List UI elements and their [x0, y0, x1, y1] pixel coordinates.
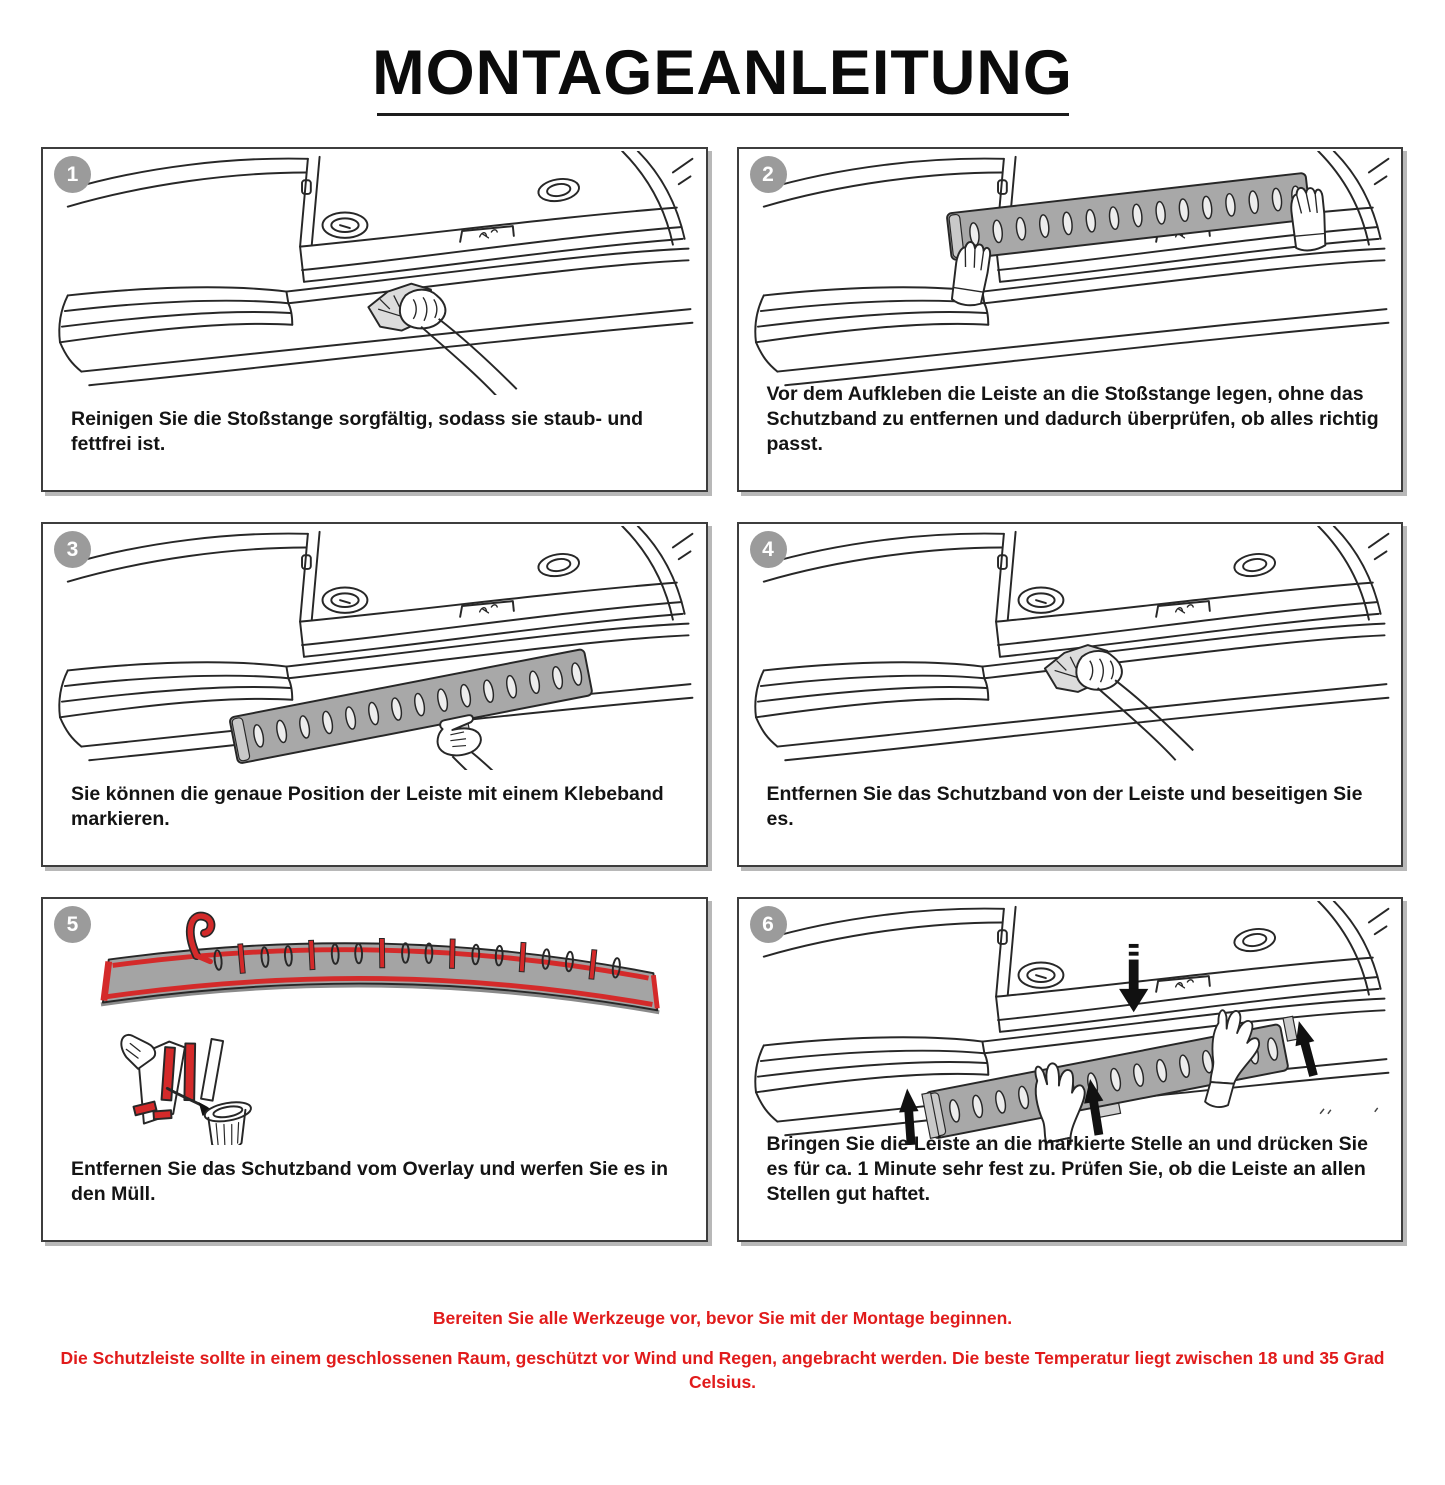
- step5-illustration: [47, 901, 702, 1145]
- step-panel-6: [737, 897, 1404, 1242]
- step-number: 3: [66, 537, 79, 561]
- step-caption: Sie können die genaue Position der Leiste mit einem Klebeband markieren.: [71, 782, 664, 831]
- step3-figure: [47, 526, 702, 770]
- step4-figure: [743, 526, 1398, 770]
- page-title: MONTAGEANLEITUNG: [372, 38, 1073, 108]
- step-panel-1: [41, 147, 708, 492]
- step-panel-5: [41, 897, 708, 1242]
- step-panel-3: [41, 522, 708, 867]
- step5-figure: [47, 901, 702, 1145]
- step-number: 2: [762, 162, 774, 186]
- step4-illustration: [743, 526, 1398, 770]
- title-underline: [377, 113, 1069, 116]
- step2-illustration: [743, 151, 1398, 395]
- step-caption: Reinigen Sie die Stoßstange sorgfältig, sodass sie staub- und fettfrei ist.: [71, 407, 644, 456]
- step-panel-2: [737, 147, 1404, 492]
- footer-warnings: [0, 1306, 1445, 1395]
- step3-illustration: [47, 526, 702, 770]
- footer-line-temperature: Die Schutzleiste sollte in einem geschlossenen Raum, geschützt vor Wind und Regen, angebracht werden. Die beste Temperatur liegt zwischen 18 und 35 Grad Celsius.: [60, 1347, 1385, 1393]
- step-number: 6: [762, 912, 774, 936]
- step1-illustration: [47, 151, 702, 395]
- step6-illustration: [743, 901, 1398, 1145]
- step-caption: Vor dem Aufkleben die Leiste an die Stoßstange legen, ohne das Schutzband zu entfernen und dadurch überprüfen, ob alles richtig passt.: [766, 382, 1379, 456]
- step-number: 4: [762, 537, 774, 561]
- step-number-badge: [750, 906, 787, 943]
- steps-grid: [41, 147, 1403, 1242]
- step-panel-4: [737, 522, 1404, 867]
- step-number-badge: [750, 531, 787, 568]
- step-number-badge: [54, 156, 91, 193]
- step-number-badge: [54, 906, 91, 943]
- step-number: 5: [66, 912, 79, 936]
- step-caption: Bringen Sie die Leiste an die markierte Stelle an und drücken Sie es für ca. 1 Minute sehr fest zu. Prüfen Sie, ob die Leiste an allen Stellen gut haftet.: [766, 1132, 1368, 1206]
- step1-figure: [47, 151, 702, 395]
- step-number: 1: [66, 162, 79, 186]
- step-caption: Entfernen Sie das Schutzband vom Overlay und werfen Sie es in den Müll.: [71, 1157, 669, 1206]
- step-number-badge: [750, 156, 787, 193]
- step-number-badge: [54, 531, 91, 568]
- footer-line-prepare-tools: Bereiten Sie alle Werkzeuge vor, bevor Sie mit der Montage beginnen.: [432, 1308, 1013, 1329]
- step6-figure: [743, 901, 1398, 1145]
- step2-figure: [743, 151, 1398, 395]
- step-caption: Entfernen Sie das Schutzband von der Leiste und beseitigen Sie es.: [766, 782, 1363, 831]
